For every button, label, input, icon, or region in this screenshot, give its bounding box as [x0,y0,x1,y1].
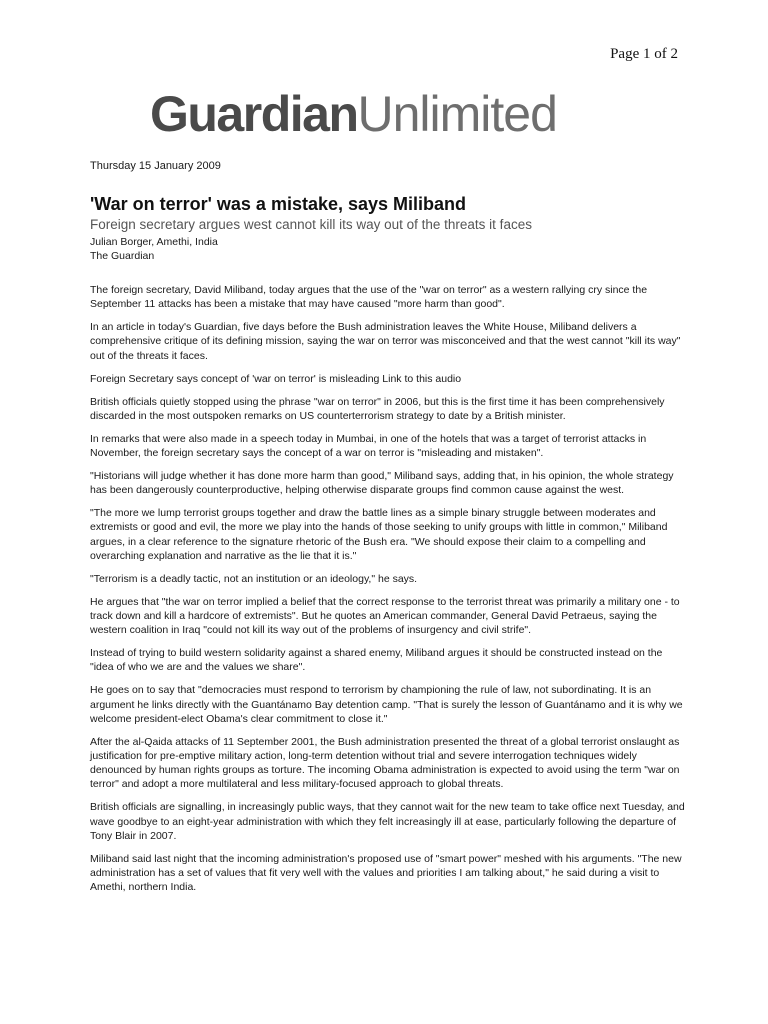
headline: 'War on terror' was a mistake, says Miliband [90,194,467,214]
masthead-bold: Guardian [150,86,358,142]
publication: The Guardian [90,250,155,262]
paragraph: The foreign secretary, David Miliband, today argues that the use of the "war on terror" as a western rallying cry since the September 11 attacks has been a mistake that may have caused "more harm than good". [90,284,648,311]
paragraph: "Historians will judge whether it has done more harm than good," Miliband says, adding that, in his opinion, the whole strategy has been dangerously counterproductive, helping otherwise disparate groups find common cause against the west. [90,470,674,497]
masthead-light: Unlimited [357,86,557,142]
paragraph: Instead of trying to build western solidarity against a shared enemy, Miliband argues it should be constructed instead on the "idea of who we are and the values we share". [90,647,663,674]
paragraph: Miliband said last night that the incoming administration's proposed use of "smart power" meshed with his arguments. "The new administration has a set of values that fit very well with the values and priorities I am talking about," he said during a visit to Amethi, northern India. [90,852,682,894]
paragraph: British officials quietly stopped using the phrase "war on terror" in 2006, but this is the first time it has been comprehensively discarded in the most outspoken remarks on US counterterrorism strategy to date by a British minister. [90,395,665,422]
paragraph: In remarks that were also made in a speech today in Mumbai, in one of the hotels that was a target of terrorist attacks in November, the foreign secretary says the concept of a war on terror is "misleading and mistaken". [90,432,647,460]
article [90,160,686,903]
paragraph: In an article in today's Guardian, five days before the Bush administration leaves the White House, Miliband delivers a comprehensive critique of its defining mission, saying the war on terror was misconceived and that the west cannot "kill its way" out of the threats it faces. [90,321,681,362]
paragraph: British officials are signalling, in increasingly public ways, that they cannot wait for the new team to take office next Tuesday, and wave goodbye to an eight-year administration with which they felt increasingly ill at ease, particularly following the departure of Tony Blair in 2007. [90,801,685,842]
paragraph: He goes on to say that "democracies must respond to terrorism by championing the rule of law, not subordinating. It is an argument he links directly with the Guantánamo Bay detention camp. "That is surely the lesson of Guantánamo and it is why we welcome president-elect Obama's clear commitment to close it." [90,684,683,725]
paragraph: After the al-Qaida attacks of 11 September 2001, the Bush administration presented the threat of a global terrorist onslaught as justification for pre-emptive military action, long-term detention without trial and severe interrogation techniques widely denounced by human rights groups as torture. The incoming Obama administration is expected to avoid using the term "war on terror" and adopt a more multilateral and less military-focused approach to global threats. [90,735,680,791]
article-date: Thursday 15 January 2009 [90,160,221,172]
standfirst: Foreign secretary argues west cannot kill its way out of the threats it faces [90,217,532,232]
page-number: Page 1 of 2 [610,46,678,62]
paragraph: "The more we lump terrorist groups together and draw the battle lines as a simple binary struggle between moderates and extremists or good and evil, the more we play into the hands of those seeking to unify groups with little in common," Miliband argues, in a clear reference to the signature rhetoric of the Bush era. "We should expose their claim to a compelling and overarching explanation and narrative as the lie that it is." [90,507,668,562]
paragraph: "Terrorism is a deadly tactic, not an institution or an ideology," he says. [90,572,418,585]
paragraph: Foreign Secretary says concept of 'war on terror' is misleading Link to this audio [90,372,462,385]
masthead-logo [150,84,557,144]
paragraph: He argues that "the war on terror implied a belief that the correct response to the terrorist threat was primarily a military one - to track down and kill a hardcore of extremists". But he quotes an American commander, General David Petraeus, saying the western coalition in Iraq "could not kill its way out of the problems of insurgency and civil strife". [90,595,680,637]
byline: Julian Borger, Amethi, India [90,236,218,248]
